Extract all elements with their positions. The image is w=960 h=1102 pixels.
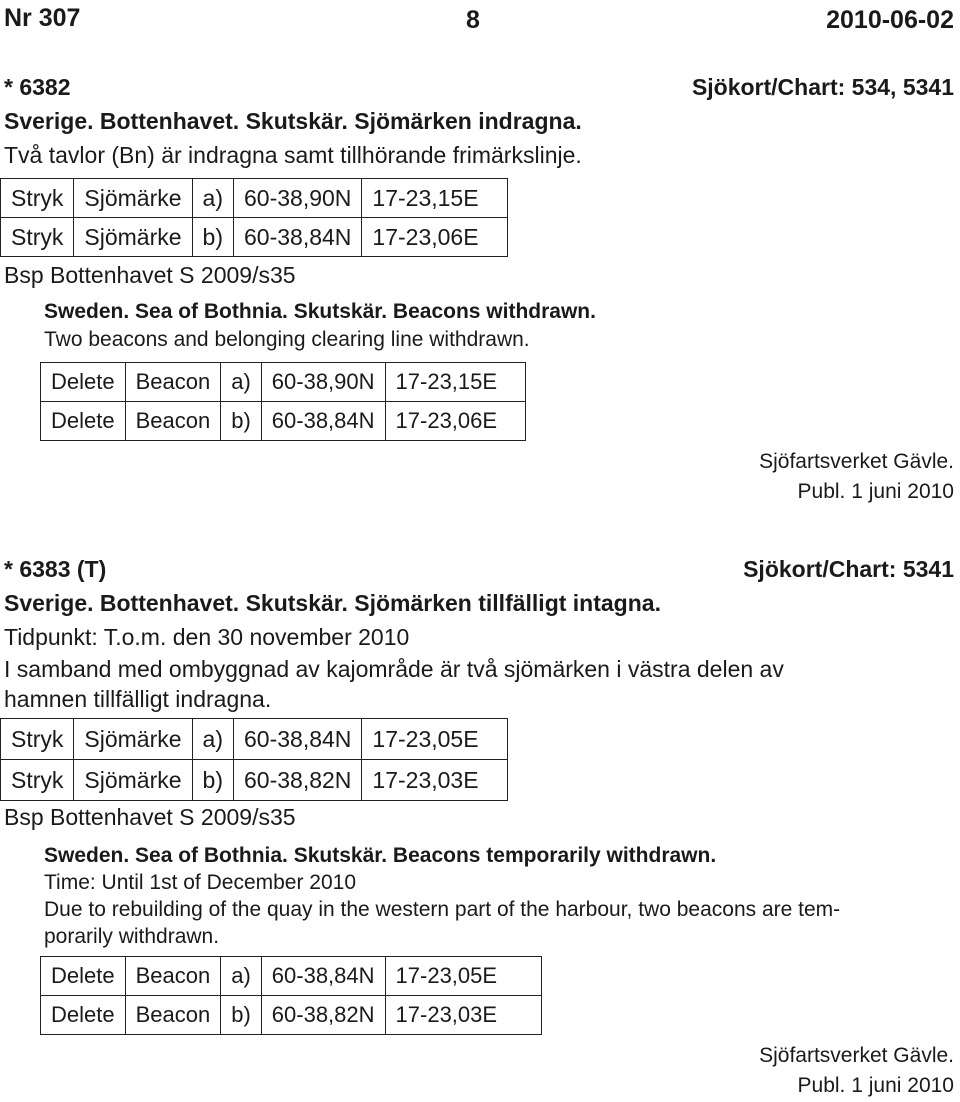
- table-row: [1, 760, 508, 801]
- table-cell: Stryk: [1, 179, 74, 218]
- table-cell: b): [192, 760, 233, 801]
- notice-bsp: Bsp Bottenhavet S 2009/s35: [4, 804, 296, 830]
- table-cell: Sjömärke: [74, 719, 192, 760]
- table-cell: Delete: [41, 996, 126, 1035]
- notice-sv-text: I samband med ombyggnad av kajområde är två sjömärken i västra delen av: [4, 656, 784, 682]
- notice-en-text: Due to rebuilding of the quay in the western part of the harbour, two beacons are tem-: [44, 898, 841, 921]
- table-cell: 60-38,82N: [261, 996, 385, 1035]
- table-cell: b): [221, 402, 262, 441]
- notice-sv-title: Sverige. Bottenhavet. Skutskär. Sjömärken tillfälligt intagna.: [4, 590, 661, 616]
- table-cell: Stryk: [1, 760, 74, 801]
- table-cell: Delete: [41, 402, 126, 441]
- table-cell: Sjömärke: [74, 179, 192, 218]
- notice-sv-title: Sverige. Bottenhavet. Skutskär. Sjömärken indragna.: [4, 108, 582, 134]
- notice-en-title: Sweden. Sea of Bothnia. Skutskär. Beacons temporarily withdrawn.: [44, 844, 717, 867]
- notice-number: * 6383 (T): [4, 556, 107, 582]
- table-cell: 60-38,90N: [234, 179, 362, 218]
- table-cell: 60-38,84N: [261, 402, 385, 441]
- notice-en-table: [40, 956, 542, 1035]
- table-cell: Beacon: [125, 996, 221, 1035]
- table-cell: Beacon: [125, 957, 221, 996]
- notice-sv-table: [0, 718, 508, 801]
- table-cell: 60-38,84N: [234, 719, 362, 760]
- table-cell: Delete: [41, 957, 126, 996]
- table-row: [1, 218, 508, 257]
- table-cell: 17-23,03E: [362, 760, 507, 801]
- table-cell: 17-23,05E: [385, 957, 542, 996]
- notice-source: Sjöfartsverket Gävle.: [759, 1044, 954, 1067]
- table-row: [41, 996, 542, 1035]
- table-cell: Beacon: [125, 363, 221, 402]
- notice-publ: Publ. 1 juni 2010: [797, 480, 954, 503]
- table-cell: b): [221, 996, 262, 1035]
- table-cell: Delete: [41, 363, 126, 402]
- table-cell: 60-38,84N: [261, 957, 385, 996]
- table-cell: a): [192, 719, 233, 760]
- notice-source: Sjöfartsverket Gävle.: [759, 450, 954, 473]
- notice-chart: Sjökort/Chart: 534, 5341: [691, 74, 954, 100]
- table-cell: 60-38,84N: [234, 218, 362, 257]
- notice-sv-table: [0, 178, 508, 257]
- table-cell: Stryk: [1, 218, 74, 257]
- notice-bsp: Bsp Bottenhavet S 2009/s35: [4, 262, 296, 288]
- table-row: [41, 957, 542, 996]
- table-cell: Sjömärke: [74, 760, 192, 801]
- notice-sv-text: hamnen tillfälligt indragna.: [4, 686, 272, 712]
- table-cell: a): [192, 179, 233, 218]
- table-row: [41, 363, 526, 402]
- table-cell: 60-38,82N: [234, 760, 362, 801]
- table-row: [1, 719, 508, 760]
- table-cell: Stryk: [1, 719, 74, 760]
- table-cell: 17-23,15E: [385, 363, 526, 402]
- issue-number: Nr 307: [4, 4, 81, 32]
- table-row: [41, 402, 526, 441]
- notice-en-text: Time: Until 1st of December 2010: [44, 871, 357, 894]
- table-cell: 17-23,15E: [362, 179, 507, 218]
- notice-en-text: Two beacons and belonging clearing line withdrawn.: [44, 328, 530, 351]
- table-cell: Beacon: [125, 402, 221, 441]
- issue-date: 2010-06-02: [826, 6, 954, 34]
- page-number: 8: [466, 6, 480, 34]
- table-cell: b): [192, 218, 233, 257]
- notice-en-table: [40, 362, 526, 441]
- table-cell: 17-23,05E: [362, 719, 507, 760]
- table-cell: 60-38,90N: [261, 363, 385, 402]
- table-cell: Sjömärke: [74, 218, 192, 257]
- notice-en-text: porarily withdrawn.: [44, 925, 220, 948]
- notice-chart: Sjökort/Chart: 5341: [743, 556, 954, 582]
- table-cell: 17-23,06E: [362, 218, 507, 257]
- table-cell: 17-23,03E: [385, 996, 542, 1035]
- notice-publ: Publ. 1 juni 2010: [797, 1074, 954, 1097]
- table-cell: a): [221, 363, 262, 402]
- notice-en-title: Sweden. Sea of Bothnia. Skutskär. Beacons withdrawn.: [44, 300, 596, 323]
- notice-sv-text: Två tavlor (Bn) är indragna samt tillhörande frimärkslinje.: [4, 142, 582, 168]
- table-cell: a): [221, 957, 262, 996]
- notice-number: * 6382: [4, 74, 71, 100]
- notice-sv-text: Tidpunkt: T.o.m. den 30 november 2010: [4, 624, 410, 650]
- table-row: [1, 179, 508, 218]
- table-cell: 17-23,06E: [385, 402, 526, 441]
